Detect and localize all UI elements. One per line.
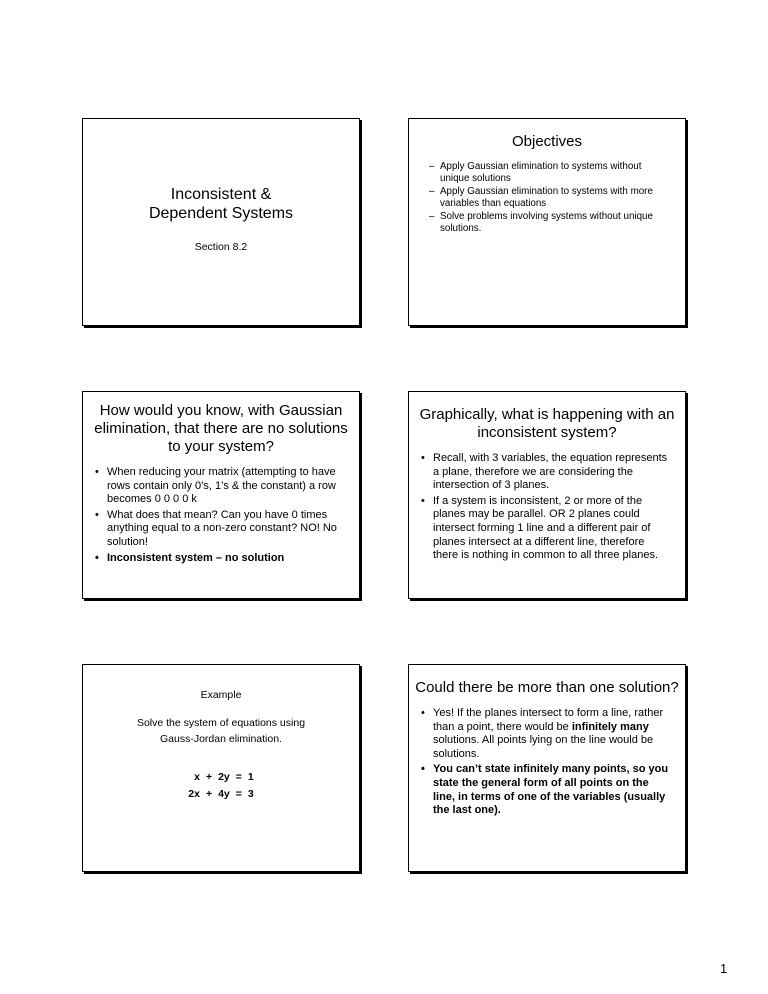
bullet-item: • When reducing your matrix (attempting to have rows contain only 0’s, 1’s & the constant) a row becomes 0 0 0 0 k: [95, 466, 345, 507]
slide-1-title: [83, 185, 359, 223]
title-line-2: Dependent Systems: [148, 205, 294, 222]
no-solutions-title: How would you know, with Gaussian elimination, that there are no solutions to your system?: [94, 402, 348, 455]
equation-equals: =: [235, 771, 242, 783]
multiple-solutions-bullets: [409, 707, 685, 818]
example-instruction: [83, 715, 359, 747]
page-number: 1: [720, 961, 728, 976]
instruction-line-1: Solve the system of equations using: [136, 717, 306, 729]
equation-system: [83, 769, 359, 803]
equation-term: 2y: [218, 771, 230, 783]
equation-constant: 3: [247, 788, 254, 800]
bullet-emphasis: infinitely many: [571, 720, 649, 733]
equation-term: 4y: [218, 788, 230, 800]
equation-row: [185, 769, 257, 786]
bullet-item: • Recall, with 3 variables, the equation represents a plane, therefore we are considering the intersection of 3 planes.: [421, 452, 671, 493]
objectives-list: [409, 161, 685, 235]
equation-operator: +: [205, 788, 213, 800]
slide-graphical-inconsistent: [408, 391, 686, 599]
equation-term: 2x: [188, 788, 200, 800]
equation-constant: 1: [247, 771, 254, 783]
equations-table: [185, 769, 257, 803]
slide-multiple-solutions: [408, 664, 686, 872]
slide-objectives: [408, 118, 686, 326]
slide-no-solutions: [82, 391, 360, 599]
section-subtitle: Section 8.2: [194, 241, 248, 253]
graphical-bullets: [409, 452, 685, 563]
bullet-text: Yes! If the planes intersect to form a line, rather than a point, there would be: [433, 707, 664, 733]
bullet-item-emphasis: • Inconsistent system – no solution: [95, 552, 345, 566]
equation-equals: =: [235, 788, 242, 800]
equation-row: [185, 786, 257, 803]
example-title: Example: [200, 689, 242, 701]
graphical-title: Graphically, what is happening with an inconsistent system?: [419, 406, 675, 441]
bullet-item: • What does that mean? Can you have 0 times anything equal to a non-zero constant? NO! No solution!: [95, 509, 345, 550]
slide-example: [82, 664, 360, 872]
equation-term: x: [194, 771, 200, 783]
objective-item: – Apply Gaussian elimination to systems without unique solutions: [429, 161, 671, 185]
objective-item: – Apply Gaussian elimination to systems with more variables than equations: [429, 186, 671, 210]
objectives-title: Objectives: [511, 133, 583, 150]
objective-item: – Solve problems involving systems without unique solutions.: [429, 211, 671, 235]
bullet-item-emphasis: • You can’t state infinitely many points, so you state the general form of all points on the line, in terms of one of the variables (usually the last one).: [421, 763, 671, 817]
slide-title-card: [82, 118, 360, 326]
instruction-line-2: Gauss-Jordan elimination.: [160, 733, 282, 745]
title-line-1: Inconsistent &: [170, 186, 272, 203]
no-solutions-bullets: [83, 466, 359, 565]
bullet-text: solutions. All points lying on the line would be solutions.: [433, 734, 654, 760]
multiple-solutions-title: Could there be more than one solution?: [415, 679, 679, 696]
bullet-item: [421, 707, 671, 761]
bullet-item: • If a system is inconsistent, 2 or more of the planes may be parallel. OR 2 planes could intersect forming 1 line and a different pair of planes intersect at a different line, therefore there is nothing in common to all three planes.: [421, 495, 671, 563]
equation-operator: +: [205, 771, 213, 783]
